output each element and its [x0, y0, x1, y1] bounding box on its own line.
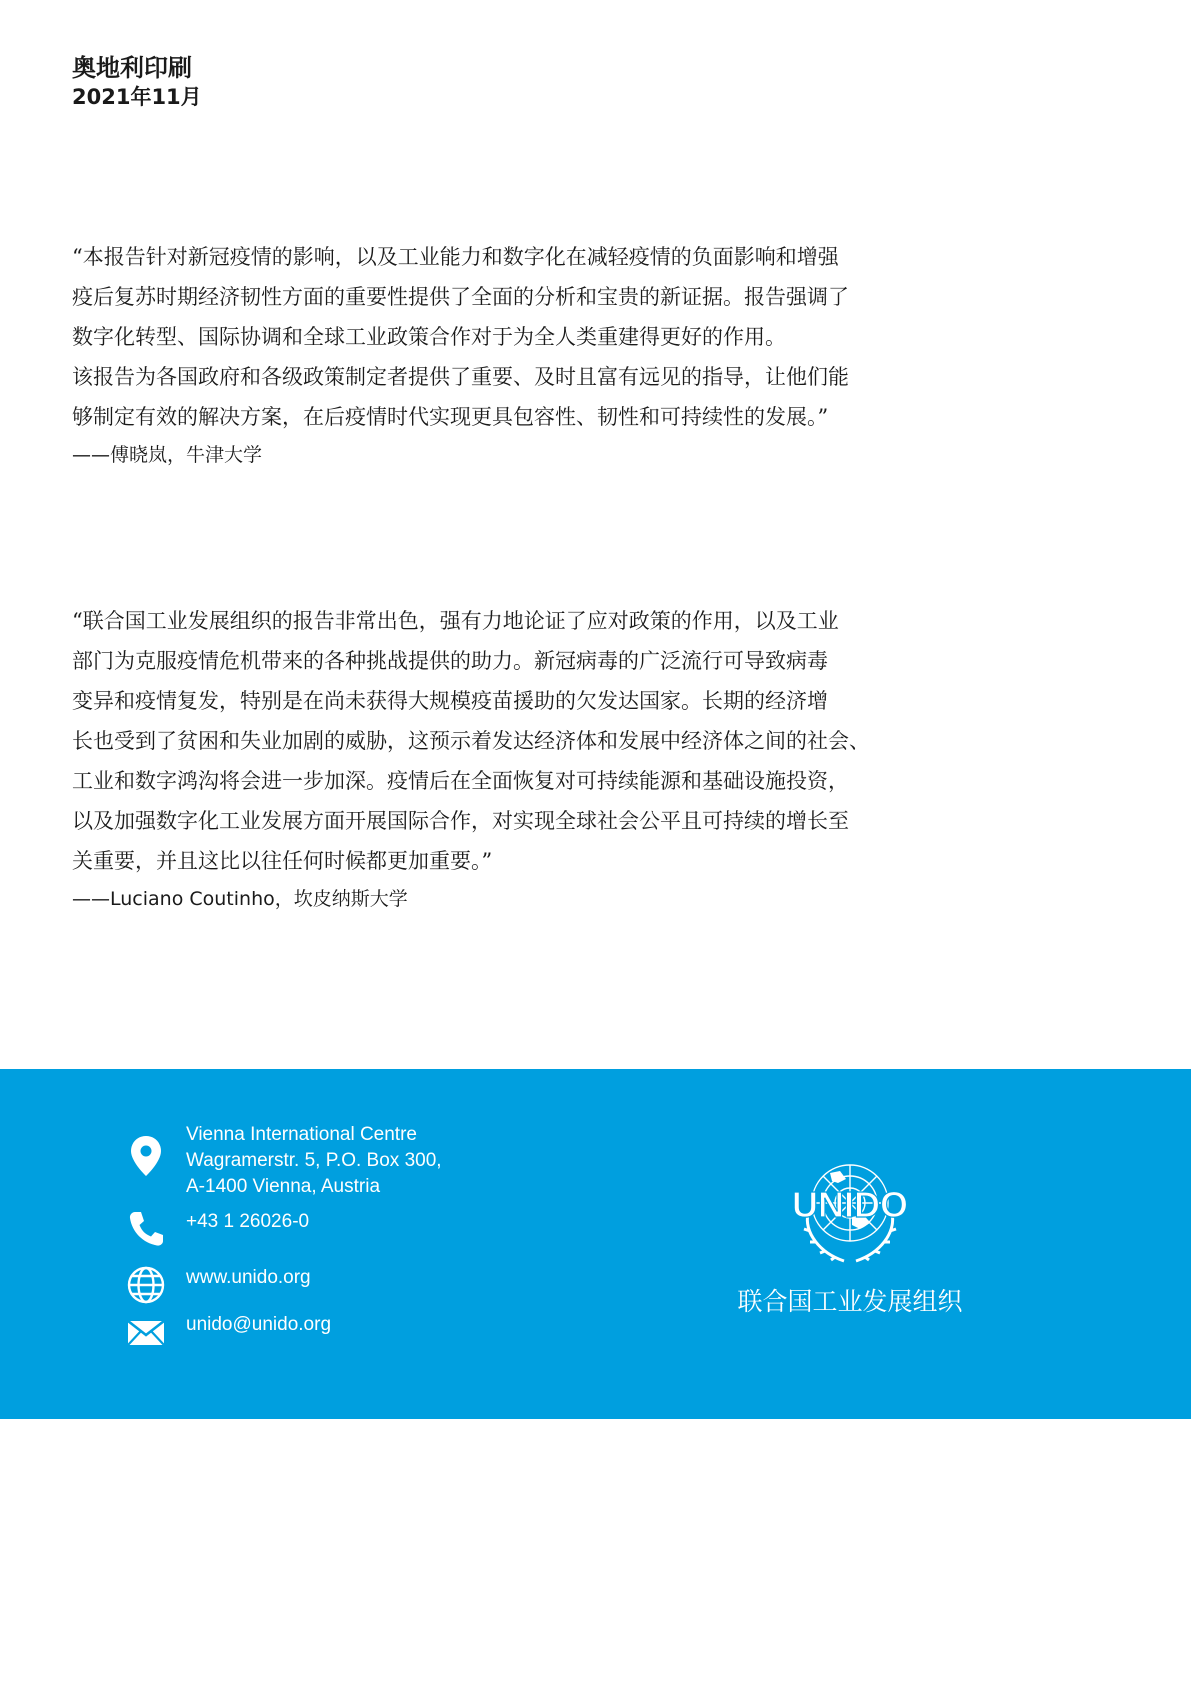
quote-line: 长也受到了贫困和失业加剧的威胁，这预示着发达经济体和发展中经济体之间的社会、 — [72, 729, 870, 753]
quote-attribution: ——Luciano Coutinho，坎皮纳斯大学 — [72, 888, 408, 910]
globe-icon — [126, 1265, 166, 1305]
endorsement-quote-2 — [72, 601, 1002, 915]
quote-line: 关重要，并且这比以往任何时候都更加重要。” — [72, 849, 493, 873]
print-date: 2021年11月 — [72, 85, 202, 109]
quote-line: 该报告为各国政府和各级政策制定者提供了重要、及时且富有远见的指导，让他们能 — [72, 365, 849, 389]
contact-footer — [0, 1069, 1191, 1419]
address-line: Vienna International Centre — [186, 1124, 417, 1145]
quote-line: 数字化转型、国际协调和全球工业政策合作对于为全人类重建得更好的作用。 — [72, 325, 786, 349]
address-text — [186, 1122, 442, 1200]
endorsement-quote-1 — [72, 237, 1002, 471]
email-link[interactable]: unido@unido.org — [186, 1314, 332, 1335]
quote-line: 够制定有效的解决方案，在后疫情时代实现更具包容性、韧性和可持续性的发展。” — [72, 405, 829, 429]
phone-text[interactable]: +43 1 26026-0 — [186, 1211, 310, 1232]
logo-wordmark: UNIDO — [792, 1184, 908, 1225]
quote-line: 部门为克服疫情危机带来的各种挑战提供的助力。新冠病毒的广泛流行可导致病毒 — [72, 649, 828, 673]
quote-attribution: ——傅晓岚，牛津大学 — [72, 444, 263, 466]
unido-logo — [780, 1153, 920, 1273]
quote-line: 以及加强数字化工业发展方面开展国际合作，对实现全球社会公平且可持续的增长至 — [72, 809, 849, 833]
org-name: 联合国工业发展组织 — [737, 1287, 963, 1316]
quote-line: “本报告针对新冠疫情的影响，以及工业能力和数字化在减轻疫情的负面影响和增强 — [72, 245, 839, 269]
website-link[interactable]: www.unido.org — [186, 1267, 311, 1288]
print-info — [72, 52, 202, 110]
quote-line: 疫后复苏时期经济韧性方面的重要性提供了全面的分析和宝贵的新证据。报告强调了 — [72, 285, 849, 309]
quote-line: 变异和疫情复发，特别是在尚未获得大规模疫苗援助的欠发达国家。长期的经济增 — [72, 689, 828, 713]
location-pin-icon — [126, 1134, 166, 1174]
quote-line: “联合国工业发展组织的报告非常出色，强有力地论证了应对政策的作用，以及工业 — [72, 609, 839, 633]
phone-icon — [126, 1209, 166, 1249]
address-line: A-1400 Vienna, Austria — [186, 1176, 381, 1197]
envelope-icon — [126, 1312, 166, 1352]
print-location: 奥地利印刷 — [72, 54, 192, 82]
quote-line: 工业和数字鸿沟将会进一步加深。疫情后在全面恢复对可持续能源和基础设施投资， — [72, 769, 849, 793]
address-line: Wagramerstr. 5, P.O. Box 300, — [186, 1150, 442, 1171]
